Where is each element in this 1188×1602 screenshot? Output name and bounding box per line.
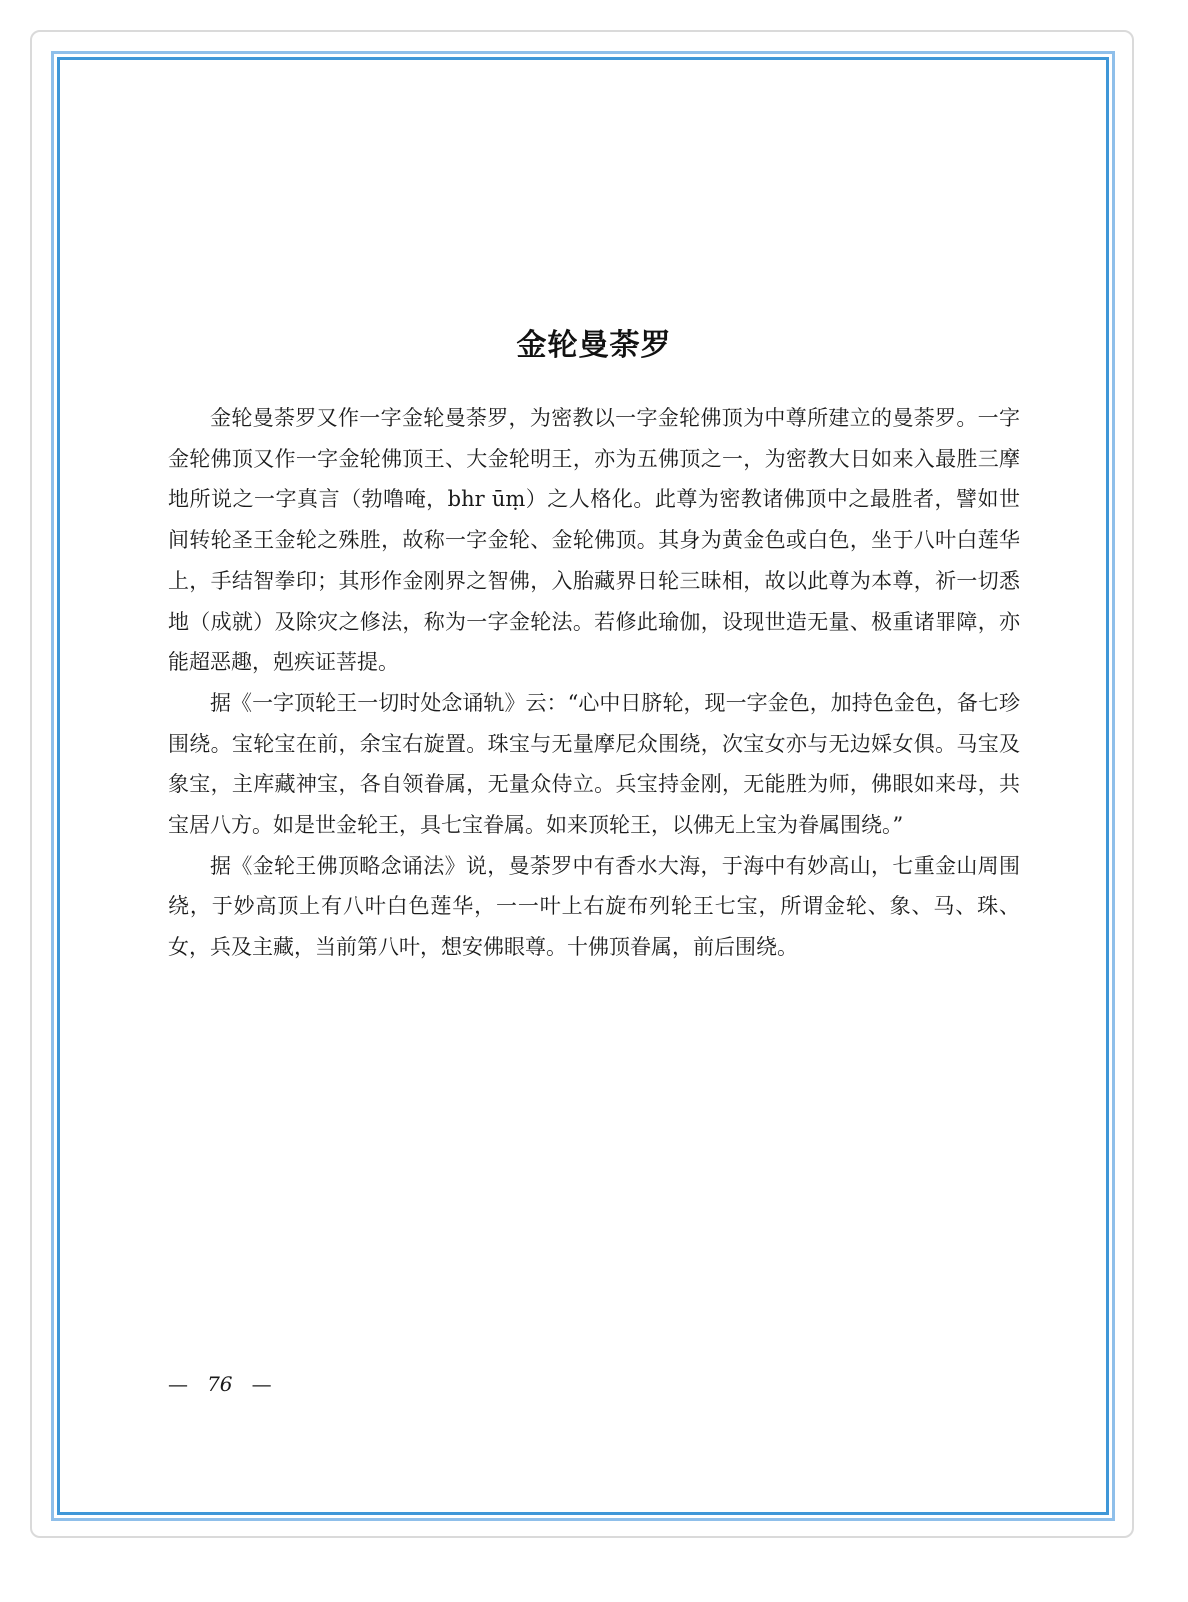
page-number: [168, 1372, 272, 1396]
page-number-dash-left: —: [168, 1372, 188, 1396]
paragraph-3: 据《金轮王佛顶略念诵法》说，曼荼罗中有香水大海，于海中有妙高山，七重金山周围绕，于妙高顶上有八叶白色莲华，一一叶上右旋布列轮王七宝，所谓金轮、象、马、珠、女，兵及主藏，当前第八叶，想安佛眼尊。十佛顶眷属，前后围绕。: [168, 853, 1020, 960]
paragraph-1: 金轮曼荼罗又作一字金轮曼荼罗，为密教以一字金轮佛顶为中尊所建立的曼荼罗。一字金轮佛顶又作一字金轮佛顶王、大金轮明王，亦为五佛顶之一，为密教大日如来入最胜三摩地所说之一字真言（勃噜唵，bhr ūṃ）之人格化。此尊为密教诸佛顶中之最胜者，譬如世间转轮圣王金轮之殊胜，故称一字金轮、金轮佛顶。其身为黄金色或白色，坐于八叶白莲华上，手结智拳印；其形作金刚界之智佛，入胎藏界日轮三昧相，故以此尊为本尊，祈一切悉地（成就）及除灾之修法，称为一字金轮法。若修此瑜伽，设现世造无量、极重诸罪障，亦能超恶趣，剋疾证菩提。: [168, 406, 1020, 675]
page-number-dash-right: —: [251, 1372, 272, 1396]
body-text: [168, 398, 1020, 968]
paragraph-2: 据《一字顶轮王一切时处念诵轨》云：“心中日脐轮，现一字金色，加持色金色，备七珍围绕。宝轮宝在前，余宝右旋置。珠宝与无量摩尼众围绕，次宝女亦与无边婇女俱。马宝及象宝，主库藏神宝，各自领眷属，无量众侍立。兵宝持金刚，无能胜为师，佛眼如来母，共宝居八方。如是世金轮王，具七宝眷属。如来顶轮王，以佛无上宝为眷属围绕。”: [168, 690, 1020, 838]
page-number-value: 76: [207, 1372, 233, 1396]
page-title: 金轮曼荼罗: [516, 328, 672, 363]
